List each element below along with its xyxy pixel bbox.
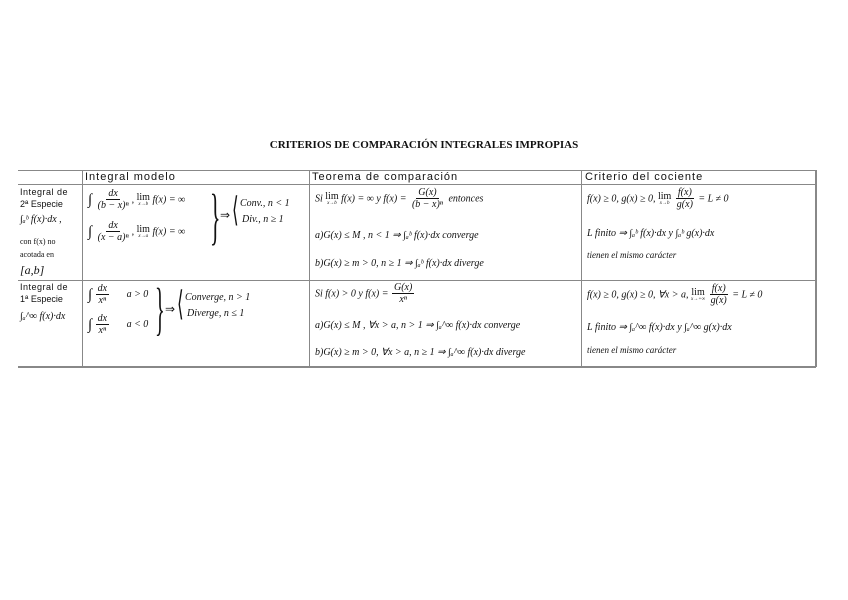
table-border-right (815, 170, 817, 367)
row2-teorema-line2: a)G(x) ≤ M , ∀x > a, n > 1 ⇒ ∫ₐ^∞ f(x)·dx converge (315, 320, 521, 331)
row1-cociente-line1: f(x) ≥ 0, g(x) ≥ 0, lim x→b $\frac{f(x)}{g(x)}$ = L ≠ 0 (587, 187, 729, 210)
integral-sign-icon: ∫ (88, 286, 93, 303)
row1-label-line5: acotada en (20, 250, 54, 259)
row1-case-converge: Conv., n < 1 (240, 198, 290, 209)
row1-model-eq1: ∫ $\frac{dx}{\text{(b − x)ⁿ}}$ , lim x→b f(x) = ∞ (88, 188, 186, 211)
row1-model-eq2: ∫ $\frac{dx}{\text{(x − a)ⁿ}}$ , lim x→a f(x) = ∞ (88, 220, 186, 243)
row1-teorema-line1: Si lim x→b f(x) = ∞ y f(x) = $\frac{G(x)}{\text{(b − x)ⁿ}}$ entonces (315, 187, 484, 210)
row2-label-line1: Integral de (20, 282, 69, 292)
table-border-bottom (18, 366, 816, 368)
row1-teorema-line3: b)G(x) ≥ m > 0, n ≥ 1 ⇒ ∫ₐᵇ f(x)·dx diverge (315, 258, 484, 269)
implies-icon: ⇒ (220, 208, 231, 222)
row1-integral: ∫ₐᵇ f(x)·dx , (20, 214, 62, 225)
row2-model-eq2: ∫ $\frac{dx}{\text{xⁿ}}$ a < 0 (88, 313, 149, 336)
row1-teorema-line2: a)G(x) ≤ M , n < 1 ⇒ ∫ₐᵇ f(x)·dx converge (315, 230, 479, 241)
comparison-table (18, 170, 816, 367)
row2-case-diverge: Diverge, n ≤ 1 (187, 308, 245, 319)
col-divider-3 (581, 170, 582, 367)
right-brace-icon: } (155, 276, 165, 341)
row2-label-line2: 1ª Especie (20, 294, 63, 304)
row1-label-line2: 2ª Especie (20, 199, 63, 209)
header-divider (18, 184, 816, 185)
left-angle-icon: ⟨ (232, 192, 239, 229)
row2-cociente-line1: f(x) ≥ 0, g(x) ≥ 0, ∀x > a, lim x→+∞ $\frac{f(x)}{g(x)}$ = L ≠ 0 (587, 283, 763, 306)
row1-case-diverge: Div., n ≥ 1 (242, 214, 284, 225)
integral-sign-icon: ∫ (88, 223, 93, 240)
left-angle-icon: ⟨ (177, 286, 184, 323)
row1-cociente-line2: L finito ⇒ ∫ₐᵇ f(x)·dx y ∫ₐᵇ g(x)·dx (587, 228, 715, 239)
header-integral-modelo: Integral modelo (85, 171, 176, 183)
row2-case-converge: Converge, n > 1 (185, 292, 251, 303)
row2-cociente-line2: L finito ⇒ ∫ₐ^∞ f(x)·dx y ∫ₐ^∞ g(x)·dx (587, 322, 732, 333)
col-divider-2 (309, 170, 310, 367)
integral-sign-icon: ∫ (88, 316, 93, 333)
header-criterio-cociente: Criterio del cociente (585, 171, 704, 183)
right-brace-icon: } (210, 183, 221, 251)
header-teorema-comparacion: Teorema de comparación (312, 171, 459, 183)
row1-cociente-line3: tienen el mismo carácter (587, 250, 677, 260)
col-divider-1 (82, 170, 83, 367)
row2-integral: ∫ₐ^∞ f(x)·dx (20, 311, 66, 322)
row2-model-eq1: ∫ $\frac{dx}{\text{xⁿ}}$ a > 0 (88, 283, 149, 306)
row2-teorema-line1: Si f(x) > 0 y f(x) = $\frac{G(x)}{\text{xⁿ}}$ (315, 282, 413, 305)
implies-icon: ⇒ (165, 302, 176, 316)
integral-sign-icon: ∫ (88, 191, 93, 208)
row1-label-line4: con f(x) no (20, 237, 56, 246)
row2-teorema-line3: b)G(x) ≥ m > 0, ∀x > a, n ≥ 1 ⇒ ∫ₐ^∞ f(x)·dx diverge (315, 347, 526, 358)
row2-cociente-line3: tienen el mismo carácter (587, 345, 677, 355)
page-title: CRITERIOS DE COMPARACIÓN INTEGRALES IMPROPIAS (269, 139, 579, 151)
row-divider (18, 280, 816, 281)
row1-label-line1: Integral de (20, 187, 69, 197)
row1-interval: [a,b] (20, 263, 45, 277)
